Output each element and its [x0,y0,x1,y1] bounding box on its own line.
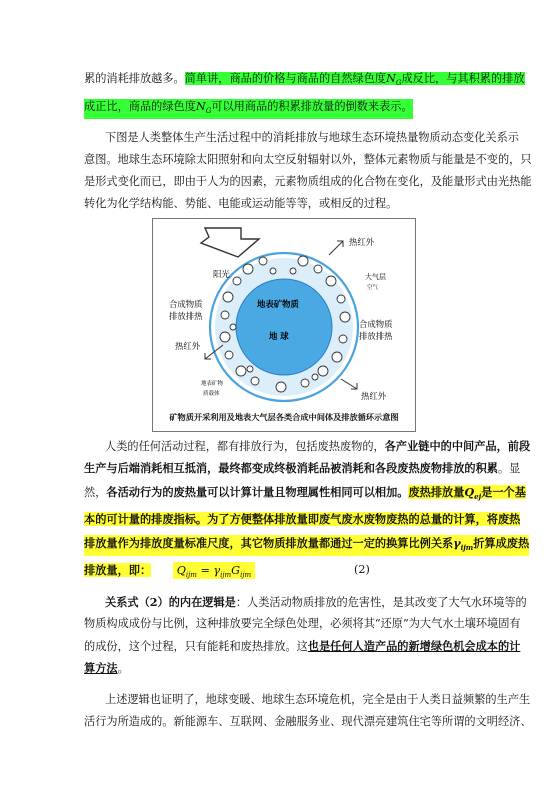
paragraph-line: 下图是人类整体生产生活过程中的消耗排放与地球生态环境热量物质动态变化关系示 [105,131,519,144]
paragraph-line [84,660,129,677]
highlighted-text: 废热排放量 [408,485,465,499]
highlighted-text: 本的可计量的排废指标。 [84,512,208,526]
earth-circle [236,279,332,375]
highlighted-text: 排放量作为排放度量标准尺度，其它物质排放量都通过一定的换算比例关系 [84,536,454,550]
label-sunlight: 阳光 [213,269,230,279]
symbol-qej: $Q_{ej}$ [464,485,482,502]
bold-text: 各活动行为的废热量可以计算计量且物理属性相同可以相加。 [106,485,409,499]
highlighted-text: 为了方便整体排放量即废气废水废物废热的总量的计算，将废热 [207,512,521,526]
equation-number: (2) [354,563,370,576]
text-span: 的成份，这个过程，只有能耗和废热排放。这 [84,640,308,653]
highlighted-text: 简单讲，商品的价格与商品的自然绿色度 [184,72,387,85]
bold-text: 生产与后端消耗相互抵消，最终都变成终极消耗品被消耗和各段废热废物排放的积累 [84,461,498,475]
paragraph-line [84,460,520,477]
label-atmosphere: 大气层 [365,273,386,281]
label-heat-ir-top: 热红外 [349,237,375,247]
highlighted-text: 是一个基 [481,485,526,499]
highlighted-text: 可以用商品的积累排放量的倒数来表示。 [211,100,413,113]
text-span: ：人类活动物质排放的危害性，是其改变了大气水环境等的 [235,596,527,609]
paragraph-line [84,638,520,655]
label-synth-right-1: 合成物质 [359,319,393,329]
paragraph-line [84,535,529,556]
highlighted-text: 折算成废热 [473,536,530,550]
paragraph-line: 上述逻辑也证明了，地球变暖、地球生态环境危机，完全是由于人类日益频繁的生产生 [105,693,531,706]
symbol-ng: $N_G$ [386,72,402,88]
text-span: 人类的任何活动过程，都有排放行为，包括废热废物的， [105,440,385,453]
paragraph-line: 活行为所造成的。新能源车、互联网、金融服务业、现代漂亮建筑住宅等所谓的文明经济、 [84,715,532,728]
label-bottom-small-2: 质载体 [203,391,220,397]
text-span: 。显 [497,462,521,475]
label-atmosphere-small: 空气 [367,285,379,291]
label-bottom-small-1: 地表矿物 [201,381,224,387]
figure-caption: 矿物质开采利用及地表大气层各类合成中间体及排放循环示意图 [169,412,399,422]
paragraph-line [105,594,527,611]
symbol-ng: $N_G$ [195,100,212,116]
sunlight-arrow-icon [201,228,259,257]
paragraph-line: 物质构成成份与比例，这种排放要完全绿色处理，必须将其“还原”为大气水土壤环境固有 [84,617,521,630]
earth-cycle-diagram [153,219,415,409]
label-surface-minerals: 地表矿物质 [257,299,299,309]
symbol-gamma: $\gamma_{ijm}$ [453,536,474,553]
highlighted-text: 成反比，与其积累的排放 [401,72,525,85]
label-earth: 地 球 [269,331,289,341]
bold-text: 各产业链中的中间产品，前段 [384,439,531,453]
label-heat-ir-left: 热红外 [175,341,201,351]
underlined-text: 也是任何人造产品的新增绿色机会成本的计 [307,639,521,653]
paragraph-line [105,438,530,455]
paragraph-line [84,71,525,91]
label-heat-ir-right: 热红外 [361,391,387,401]
bold-text: 关系式（2）的内在逻辑是 [105,595,236,609]
highlighted-text: 排放量，即： [84,563,152,577]
underlined-text: 算方法 [84,661,118,675]
label-synth-right-2: 排放排热 [359,331,393,341]
text-span: 。 [117,662,129,675]
paragraph-line [84,99,413,119]
paragraph-line: 意图。地球生态环境除太阳照射和向太空反射辐射以外，整体元素物质与能量是不变的，只 [84,153,532,166]
paragraph-line [84,511,520,527]
paragraph-line: 是形式变化而已，即由于人为的因素，元素物质组成的化合物在变化，及能量形式由光热能 [84,175,532,188]
highlighted-text: 成正比，商品的绿色度 [84,100,196,113]
label-synth-left-1: 合成物质 [169,299,203,309]
equation-line [84,562,370,583]
label-synth-left-2: 排放排热 [169,311,203,321]
paragraph-line [84,484,526,505]
text-span: 然， [84,486,107,499]
paragraph-line: 转化为化学结构能、势能、电能或运动能等等，或相反的过程。 [84,197,398,210]
text-span: 累的消耗排放越多。 [84,72,185,85]
equation-2: $Q_{ijm} = \gamma_{ijm}G_{ijm}$ [173,562,255,579]
figure [152,218,416,432]
